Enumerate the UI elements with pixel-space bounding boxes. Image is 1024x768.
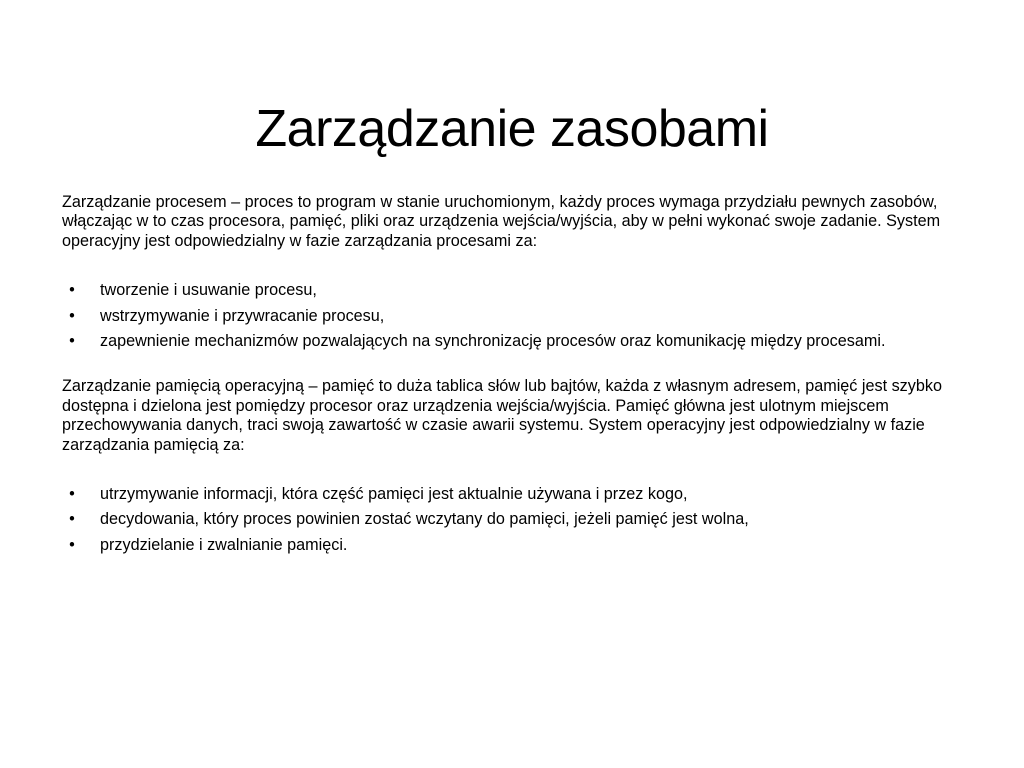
- bullet-list-process-management: [62, 281, 962, 351]
- list-item: [62, 332, 962, 351]
- bullet-icon: •: [69, 306, 75, 325]
- list-item: [62, 536, 962, 555]
- paragraph-memory-management: Zarządzanie pamięcią operacyjną – pamięć to duża tablica słów lub bajtów, każda z własnym adresem, pamięć jest szybko dostępna i dzielona jest pomiędzy procesor oraz urządzenia wejścia/wyjścia. Pamięć główna jest ulotnym miejscem przechowywania danych, traci swoją zawartość w czasie awarii systemu. System operacyjny jest odpowiedzialny w fazie zarządzania pamięcią za:: [62, 377, 942, 454]
- slide-content: [62, 193, 962, 561]
- slide-title: Zarządzanie zasobami: [255, 99, 769, 158]
- list-item: [62, 307, 962, 326]
- bullet-icon: •: [69, 535, 75, 554]
- bullet-icon: •: [69, 332, 75, 351]
- list-item: [62, 485, 962, 504]
- bullet-icon: •: [69, 281, 75, 300]
- list-item-text: decydowania, który proces powinien zostać wczytany do pamięci, jeżeli pamięć jest wolna,: [100, 510, 749, 529]
- paragraph-process-management: Zarządzanie procesem – proces to program w stanie uruchomionym, każdy proces wymaga przydziału pewnych zasobów, włączając w to czas procesora, pamięć, pliki oraz urządzenia wejścia/wyjścia, aby w pełni wykonać swoje zadanie. System operacyjny jest odpowiedzialny w fazie zarządzania procesami za:: [62, 193, 941, 250]
- bullet-icon: •: [69, 485, 75, 504]
- list-item-text: utrzymywanie informacji, która część pamięci jest aktualnie używana i przez kogo,: [100, 485, 688, 504]
- list-item-text: wstrzymywanie i przywracanie procesu,: [100, 306, 385, 325]
- list-item: [62, 281, 962, 300]
- bullet-list-memory-management: [62, 485, 962, 555]
- list-item-text: przydzielanie i zwalnianie pamięci.: [100, 535, 348, 554]
- list-item-text: zapewnienie mechanizmów pozwalających na synchronizację procesów oraz komunikację między procesami.: [100, 332, 886, 351]
- list-item: [62, 510, 962, 529]
- list-item-text: tworzenie i usuwanie procesu,: [100, 281, 317, 300]
- bullet-icon: •: [69, 510, 75, 529]
